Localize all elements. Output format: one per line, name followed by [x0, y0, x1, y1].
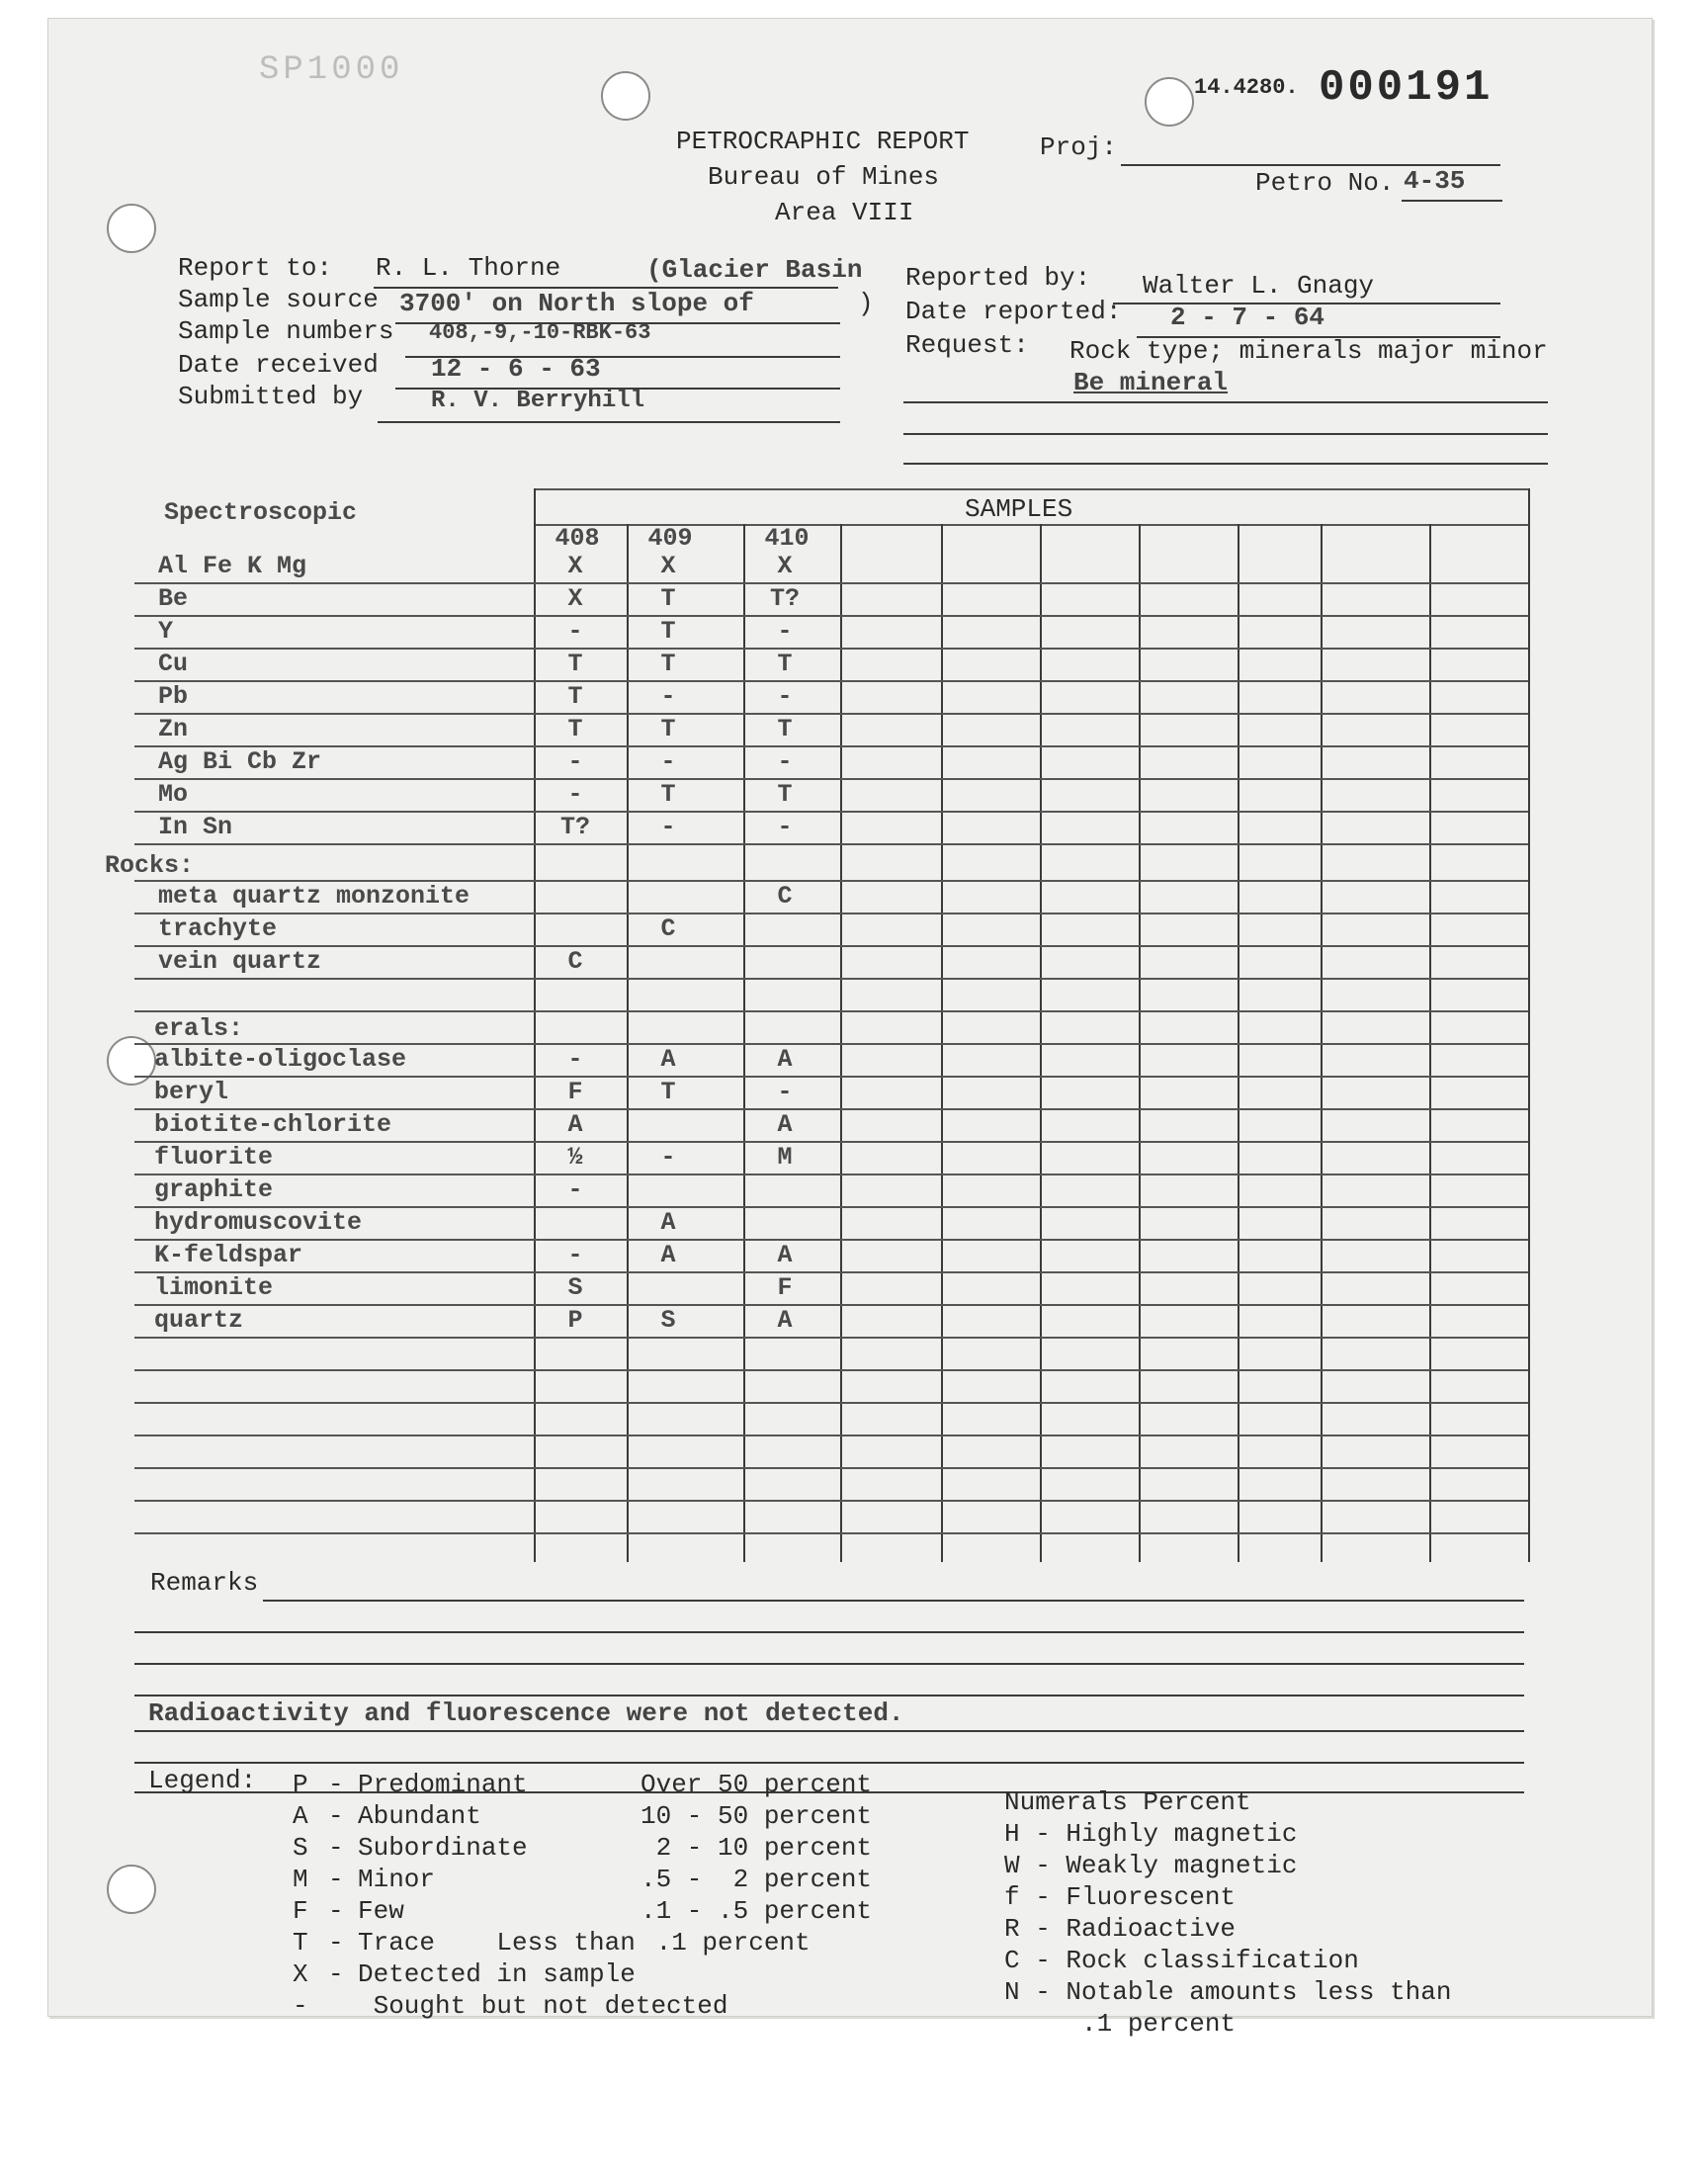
table-row-rule	[134, 1239, 1528, 1241]
legend-code: T	[293, 1928, 308, 1958]
legend-note: H - Highly magnetic	[1004, 1819, 1298, 1849]
punch-hole	[601, 71, 650, 121]
legend-note: R - Radioactive	[1004, 1914, 1237, 1944]
spectroscopic-header: Spectroscopic	[164, 498, 358, 527]
legend-code: -	[293, 1991, 308, 2021]
table-cell: T	[777, 650, 793, 678]
table-cell: C	[660, 914, 676, 943]
legend-description: Sought but not detected	[358, 1991, 728, 2021]
request-value: Rock type; minerals major minor	[1069, 336, 1548, 366]
sample-source-value: 3700' on North slope of	[399, 289, 754, 318]
sample-column-header: 410	[764, 524, 810, 553]
legend-code: A	[293, 1801, 308, 1831]
legend-range: 10 - 50 percent	[640, 1801, 873, 1831]
table-cell: T	[567, 715, 583, 743]
document-number: 000191	[1319, 63, 1494, 113]
bureau-name: Bureau of Mines	[708, 162, 940, 192]
sample-numbers-label: Sample numbers	[178, 316, 394, 346]
submitted-by-value: R. V. Berryhill	[431, 388, 645, 414]
table-row-label: hydromuscovite	[154, 1208, 363, 1237]
date-received-label: Date received	[178, 350, 379, 380]
sample-source-close: )	[858, 289, 874, 318]
table-cell: -	[777, 747, 793, 776]
table-row-label: Cu	[158, 650, 189, 678]
remarks-line-5	[134, 1730, 1524, 1732]
remarks-line-3	[134, 1663, 1524, 1665]
table-row-label: meta quartz monzonite	[158, 882, 470, 911]
table-cell: -	[660, 747, 676, 776]
proj-label: Proj:	[1040, 132, 1118, 162]
table-row-label: fluorite	[154, 1143, 274, 1172]
legend-description: Predominant	[358, 1770, 528, 1799]
legend-code: F	[293, 1896, 308, 1926]
table-cell: -	[567, 780, 583, 809]
table-row-label: limonite	[154, 1273, 274, 1302]
document-number-prefix: 14.4280.	[1194, 75, 1299, 100]
report-to-value: R. L. Thorne	[376, 253, 561, 283]
legend-dash: -	[328, 1959, 344, 1989]
legend-note: W - Weakly magnetic	[1004, 1851, 1298, 1880]
legend-note: Numerals Percent	[1004, 1787, 1251, 1817]
reported-by-value: Walter L. Gnagy	[1143, 271, 1375, 301]
legend-description: Subordinate	[358, 1833, 528, 1863]
table-row-label: In Sn	[158, 813, 233, 841]
table-row-rule	[134, 582, 1528, 584]
legend-note: N - Notable amounts less than	[1004, 1977, 1452, 2007]
request-line-1	[903, 401, 1548, 403]
legend-description: Few	[358, 1896, 404, 1926]
table-row-rule	[134, 1500, 1528, 1502]
table-cell: A	[567, 1110, 583, 1139]
legend-description: Detected in sample	[358, 1959, 636, 1989]
table-row-rule	[134, 1402, 1528, 1404]
legend-code: M	[293, 1865, 308, 1894]
report-to-label: Report to:	[178, 253, 333, 283]
petro-label: Petro No.	[1255, 168, 1395, 198]
table-row-label: Mo	[158, 780, 189, 809]
table-row-label: Be	[158, 584, 189, 613]
request-label: Request:	[905, 330, 1029, 360]
legend-code: X	[293, 1959, 308, 1989]
table-row-label: graphite	[154, 1175, 274, 1204]
table-cell: T	[660, 617, 676, 646]
legend-range: Over 50 percent	[640, 1770, 873, 1799]
legend-dash: -	[328, 1896, 344, 1926]
table-cell: A	[660, 1208, 676, 1237]
table-row-rule	[134, 945, 1528, 947]
table-cell: S	[567, 1273, 583, 1302]
table-cell: T	[660, 780, 676, 809]
remarks-text: Radioactivity and fluorescence were not detected.	[148, 1698, 904, 1728]
reported-by-label: Reported by:	[905, 263, 1091, 293]
table-row-label: vein quartz	[158, 947, 322, 976]
punch-hole	[1145, 77, 1194, 127]
table-row-label: Al Fe K Mg	[158, 552, 307, 580]
table-row-rule	[134, 1304, 1528, 1306]
table-row-rule	[134, 913, 1528, 914]
table-row-rule	[134, 680, 1528, 682]
minerals-header: erals:	[154, 1014, 244, 1043]
table-row-rule	[134, 811, 1528, 813]
table-cell: -	[777, 682, 793, 711]
table-row-label: quartz	[154, 1306, 244, 1335]
table-row-label: albite-oligoclase	[154, 1045, 407, 1074]
table-cell: X	[660, 552, 676, 580]
table-row-rule	[134, 648, 1528, 650]
table-cell: A	[777, 1045, 793, 1074]
report-title: PETROCRAPHIC REPORT	[676, 127, 970, 156]
petro-value: 4-35	[1404, 166, 1466, 196]
table-cell: -	[660, 813, 676, 841]
area-name: Area VIII	[775, 198, 914, 227]
report-to-extra: (Glacier Basin	[646, 255, 863, 285]
petro-line	[1402, 200, 1502, 202]
table-cell: A	[660, 1241, 676, 1269]
samples-header: SAMPLES	[965, 494, 1073, 524]
remarks-line-4	[134, 1695, 1524, 1696]
table-row-rule	[134, 1174, 1528, 1175]
table-row-rule	[134, 778, 1528, 780]
legend-range: .1 percent	[640, 1928, 811, 1958]
legend-range: 2 - 10 percent	[640, 1833, 873, 1863]
legend-dash: -	[328, 1865, 344, 1894]
legend-description: Minor	[358, 1865, 436, 1894]
table-cell: A	[777, 1241, 793, 1269]
table-cell: -	[660, 682, 676, 711]
table-cell: -	[777, 1078, 793, 1106]
table-row-label: Pb	[158, 682, 189, 711]
legend-dash: -	[328, 1833, 344, 1863]
table-row-label: beryl	[154, 1078, 229, 1106]
table-cell: -	[567, 1175, 583, 1204]
legend-description: Trace Less than	[358, 1928, 636, 1958]
table-row-rule	[134, 1369, 1528, 1371]
legend-range: .5 - 2 percent	[640, 1865, 873, 1894]
table-top-rule	[534, 488, 1528, 490]
legend-label: Legend:	[148, 1766, 257, 1795]
table-row-rule	[134, 1010, 1528, 1012]
table-cell: T	[567, 682, 583, 711]
remarks-line-6	[134, 1762, 1524, 1764]
table-cell: T	[660, 650, 676, 678]
table-row-rule	[134, 1337, 1528, 1339]
table-row-rule	[134, 1435, 1528, 1436]
table-row-rule	[134, 1141, 1528, 1143]
punch-hole	[107, 1865, 156, 1914]
sample-numbers-value: 408,-9,-10-RBK-63	[429, 320, 651, 345]
table-cell: X	[567, 584, 583, 613]
table-row-label: Zn	[158, 715, 189, 743]
table-cell: A	[777, 1306, 793, 1335]
sample-source-label: Sample source	[178, 285, 379, 314]
legend-description: Abundant	[358, 1801, 481, 1831]
table-row-rule	[134, 1076, 1528, 1078]
legend-note: C - Rock classification	[1004, 1946, 1359, 1975]
table-cell: T?	[559, 813, 590, 841]
table-cell: A	[660, 1045, 676, 1074]
table-cell: -	[567, 1045, 583, 1074]
table-row-label: biotite-chlorite	[154, 1110, 392, 1139]
table-cell: S	[660, 1306, 676, 1335]
table-row-rule	[134, 745, 1528, 747]
date-received-value: 12 - 6 - 63	[431, 354, 601, 384]
table-cell: C	[777, 882, 793, 911]
table-cell: P	[567, 1306, 583, 1335]
table-cell: T	[660, 1078, 676, 1106]
table-cell: X	[777, 552, 793, 580]
sample-column-header: 409	[647, 524, 693, 553]
submitted-by-label: Submitted by	[178, 382, 364, 411]
table-cell: X	[567, 552, 583, 580]
table-cell: T?	[769, 584, 800, 613]
table-row-rule	[134, 978, 1528, 980]
table-row-rule	[134, 713, 1528, 715]
table-cell: M	[777, 1143, 793, 1172]
legend-note: f - Fluorescent	[1004, 1882, 1237, 1912]
punch-hole	[107, 204, 156, 253]
table-cell: T	[660, 715, 676, 743]
table-cell: -	[660, 1143, 676, 1172]
faint-code: SP1000	[259, 51, 404, 89]
legend-dash: -	[328, 1801, 344, 1831]
legend-code: S	[293, 1833, 308, 1863]
table-cell: T	[777, 715, 793, 743]
table-cell: -	[777, 813, 793, 841]
table-row-rule	[134, 1467, 1528, 1469]
table-row-label: Ag Bi Cb Zr	[158, 747, 322, 776]
table-row-label: K-feldspar	[154, 1241, 303, 1269]
table-row-rule	[134, 843, 1528, 845]
table-cell: F	[567, 1078, 583, 1106]
table-row-rule	[134, 615, 1528, 617]
table-cell: -	[567, 617, 583, 646]
table-right-rule	[1528, 488, 1530, 1562]
date-reported-label: Date reported:	[905, 297, 1122, 326]
table-cell: T	[660, 584, 676, 613]
table-row-rule	[134, 1532, 1528, 1534]
submitted-by-line	[378, 421, 840, 423]
request-line-3	[903, 463, 1548, 465]
table-cell: F	[777, 1273, 793, 1302]
sample-column-header: 408	[555, 524, 600, 553]
table-cell: ½	[567, 1143, 583, 1172]
legend-range: .1 - .5 percent	[640, 1896, 873, 1926]
legend-code: P	[293, 1770, 308, 1799]
legend-dash: -	[328, 1770, 344, 1799]
date-reported-value: 2 - 7 - 64	[1170, 303, 1325, 332]
remarks-line-2	[134, 1631, 1524, 1633]
table-cell: A	[777, 1110, 793, 1139]
request-line-2	[903, 433, 1548, 435]
table-row-label: trachyte	[158, 914, 278, 943]
rocks-header: Rocks:	[105, 851, 195, 880]
table-cell: T	[567, 650, 583, 678]
table-cell: -	[567, 1241, 583, 1269]
request-value-2: Be mineral	[1073, 368, 1229, 397]
legend-dash: -	[328, 1928, 344, 1958]
table-cell: T	[777, 780, 793, 809]
remarks-label: Remarks	[150, 1568, 259, 1598]
table-cell: -	[777, 617, 793, 646]
table-cell: -	[567, 747, 583, 776]
table-cell: C	[567, 947, 583, 976]
table-row-rule	[134, 1271, 1528, 1273]
legend-note: .1 percent	[1004, 2009, 1237, 2039]
table-row-label: Y	[158, 617, 174, 646]
remarks-line-1	[263, 1600, 1524, 1602]
